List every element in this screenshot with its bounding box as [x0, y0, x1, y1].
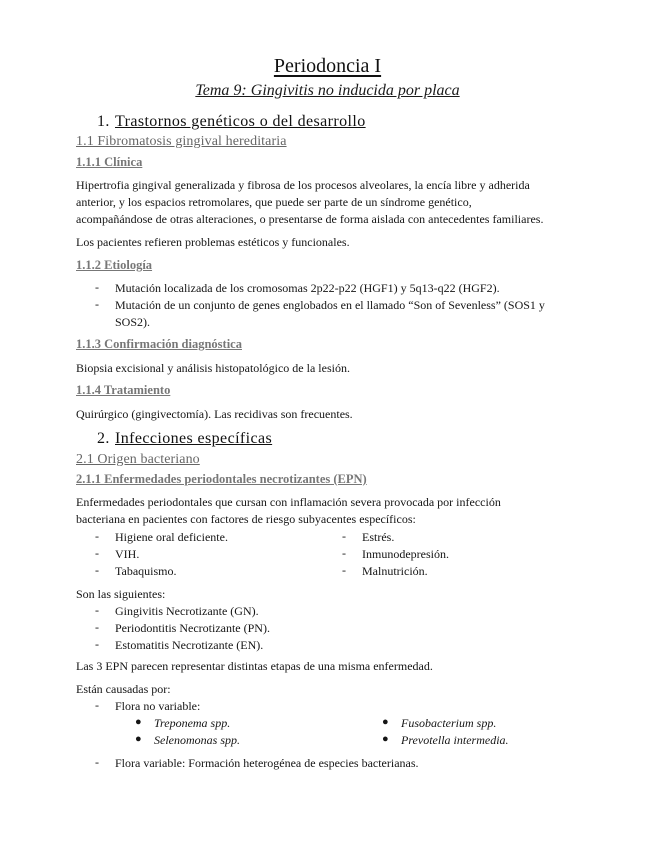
- paragraph-causadas: Están causadas por:: [76, 682, 171, 696]
- section-2-heading: [97, 430, 272, 448]
- paragraph-epn-line-1: Enfermedades periodontales que cursan con inflamación severa provocada por infección: [76, 495, 501, 509]
- list-dash: -: [95, 755, 99, 769]
- list-dash: -: [95, 297, 99, 311]
- bullet-icon: ●: [382, 733, 389, 745]
- risk-item-right-1: Estrés.: [362, 530, 395, 544]
- bullet-icon: ●: [382, 716, 389, 728]
- epn-type-2: Periodontitis Necrotizante (PN).: [115, 621, 270, 635]
- paragraph-etapas: Las 3 EPN parecen representar distintas etapas de una misma enfermedad.: [76, 659, 433, 673]
- subsection-2-1: 2.1 Origen bacteriano: [76, 452, 200, 467]
- list-dash: -: [95, 603, 99, 617]
- section-2-title: Infecciones específicas: [115, 430, 273, 447]
- paragraph-clinica-line-1: Hipertrofia gingival generalizada y fibrosa de los procesos alveolares, la encía libre y adherida: [76, 178, 530, 192]
- paragraph-epn-line-2: bacteriana en pacientes con factores de riesgo subyacentes específicos:: [76, 512, 416, 526]
- bullet-icon: ●: [135, 733, 142, 745]
- list-dash: -: [95, 546, 99, 560]
- paragraph-confirmacion: Biopsia excisional y análisis histopatológico de la lesión.: [76, 361, 350, 375]
- risk-item-right-3: Malnutrición.: [362, 564, 428, 578]
- risk-item-left-2: VIH.: [115, 547, 140, 561]
- list-dash: -: [342, 563, 346, 577]
- flora-variable: Flora variable: Formación heterogénea de especies bacterianas.: [115, 756, 419, 770]
- heading-etiologia: 1.1.2 Etiología: [76, 258, 153, 272]
- bullet-icon: ●: [135, 716, 142, 728]
- subsection-1-1: 1.1 Fibromatosis gingival hereditaria: [76, 134, 287, 149]
- bacteria-left-1: Treponema spp.: [154, 716, 231, 730]
- list-dash: -: [95, 698, 99, 712]
- section-1-number: 1.: [97, 113, 110, 130]
- list-dash: -: [95, 620, 99, 634]
- section-1-heading: [97, 113, 366, 131]
- section-2-number: 2.: [97, 430, 110, 447]
- risk-item-left-3: Tabaquismo.: [115, 564, 177, 578]
- epn-type-1: Gingivitis Necrotizante (GN).: [115, 604, 259, 618]
- heading-clinica: 1.1.1 Clínica: [76, 155, 143, 169]
- section-1-title: Trastornos genéticos o del desarrollo: [115, 113, 366, 130]
- paragraph-clinica-2: Los pacientes refieren problemas estéticos y funcionales.: [76, 235, 350, 249]
- bacteria-right-2: Prevotella intermedia.: [401, 733, 509, 747]
- heading-tratamiento: 1.1.4 Tratamiento: [76, 383, 171, 397]
- etiologia-item-1: Mutación localizada de los cromosomas 2p22-p22 (HGF1) y 5q13-q22 (HGF2).: [115, 281, 500, 295]
- paragraph-siguientes: Son las siguientes:: [76, 587, 166, 601]
- list-dash: -: [95, 563, 99, 577]
- risk-item-right-2: Inmunodepresión.: [362, 547, 449, 561]
- heading-confirmacion: 1.1.3 Confirmación diagnóstica: [76, 337, 242, 351]
- bacteria-right-1: Fusobacterium spp.: [401, 716, 497, 730]
- risk-item-left-1: Higiene oral deficiente.: [115, 530, 228, 544]
- list-dash: -: [342, 529, 346, 543]
- heading-epn: 2.1.1 Enfermedades periodontales necrotizantes (EPN): [76, 472, 367, 486]
- paragraph-clinica-line-2: anterior, y los espacios retromolares, que puede ser parte de un síndrome genético,: [76, 195, 472, 209]
- etiologia-item-2-cont: SOS2).: [115, 315, 151, 329]
- paragraph-tratamiento: Quirúrgico (gingivectomía). Las recidivas son frecuentes.: [76, 407, 353, 421]
- list-dash: -: [95, 280, 99, 294]
- flora-no-variable: Flora no variable:: [115, 699, 201, 713]
- list-dash: -: [95, 637, 99, 651]
- list-dash: -: [342, 546, 346, 560]
- etiologia-item-2: Mutación de un conjunto de genes englobados en el llamado “Son of Sevenless” (SOS1 y: [115, 298, 545, 312]
- epn-type-3: Estomatitis Necrotizante (EN).: [115, 638, 264, 652]
- document-title: Periodoncia I: [273, 55, 382, 77]
- bacteria-left-2: Selenomonas spp.: [154, 733, 240, 747]
- list-dash: -: [95, 529, 99, 543]
- paragraph-clinica-line-3: acompañándose de otras alteraciones, o presentarse de forma aislada con antecedentes familiares.: [76, 212, 544, 226]
- document-subtitle: Tema 9: Gingivitis no inducida por placa: [195, 82, 460, 99]
